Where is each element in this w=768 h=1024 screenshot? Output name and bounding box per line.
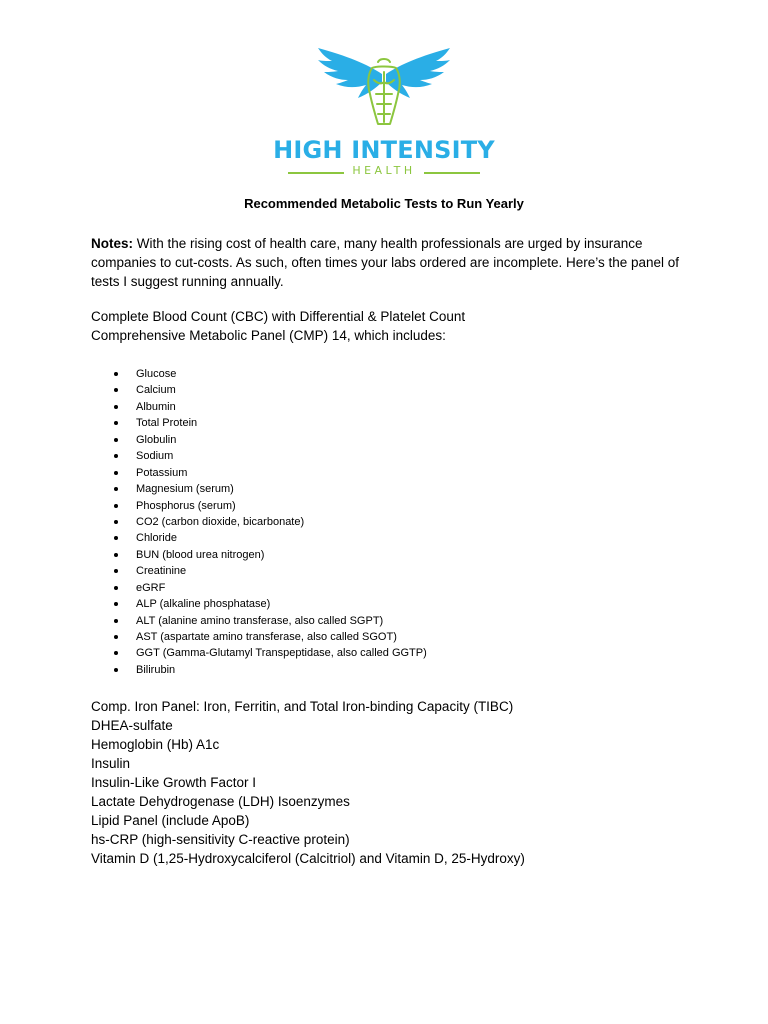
list-item-label: Phosphorus (serum) (136, 499, 236, 512)
list-item-label: Albumin (136, 400, 176, 413)
list-item (91, 382, 427, 398)
bullet (114, 586, 118, 590)
bullet (114, 619, 118, 623)
list-item-label: BUN (blood urea nitrogen) (136, 548, 265, 561)
list-item (91, 563, 427, 579)
list-item: Insulin-Like Growth Factor I (91, 775, 257, 790)
bullet (114, 421, 118, 425)
cmp-test-list (91, 366, 427, 678)
bullet (114, 454, 118, 458)
divider (424, 172, 480, 174)
list-item (91, 514, 427, 530)
list-item: Hemoglobin (Hb) A1c (91, 737, 220, 752)
list-item-label: Glucose (136, 368, 177, 380)
list-item-label: GGT (Gamma-Glutamyl Transpeptidase, also called GGTP) (136, 647, 427, 660)
cmp-line: Comprehensive Metabolic Panel (CMP) 14, which includes: (91, 328, 446, 343)
bullet (114, 471, 118, 475)
list-item: Lactate Dehydrogenase (LDH) Isoenzymes (91, 794, 350, 809)
list-item-label: ALP (alkaline phosphatase) (136, 598, 271, 611)
list-item (91, 613, 427, 629)
list-item-label: Total Protein (136, 417, 198, 430)
cbc-line: Complete Blood Count (CBC) with Differential & Platelet Count (91, 309, 466, 324)
bullet (114, 569, 118, 573)
bullet (114, 372, 118, 376)
notes-paragraph (91, 234, 687, 291)
bullet (114, 438, 118, 442)
additional-test-list (91, 697, 525, 868)
bullet (114, 388, 118, 392)
list-item (91, 596, 427, 612)
list-item: Comp. Iron Panel: Iron, Ferritin, and Total Iron-binding Capacity (TIBC) (91, 699, 514, 714)
list-item (91, 481, 427, 497)
bullet (114, 635, 118, 639)
list-item (91, 399, 427, 415)
list-item-label: ALT (alanine amino transferase, also called SGPT) (136, 614, 384, 627)
list-item (91, 498, 427, 514)
winged-torso-icon (312, 44, 456, 128)
list-item-label: Sodium (136, 450, 174, 463)
brand-subtitle-row (288, 166, 480, 180)
list-item (91, 547, 427, 563)
list-item: Insulin (91, 756, 131, 771)
list-item-label: Creatinine (136, 565, 187, 578)
list-item (91, 415, 427, 431)
list-item (91, 465, 427, 481)
bullet (114, 487, 118, 491)
list-item: Vitamin D (1,25-Hydroxycalciferol (Calcitriol) and Vitamin D, 25-Hydroxy) (91, 851, 525, 866)
list-item: Lipid Panel (include ApoB) (91, 813, 250, 828)
list-item-label: AST (aspartate amino transferase, also called SGOT) (136, 631, 397, 643)
brand-name: HIGH INTENSITY (273, 136, 495, 164)
bullet (114, 536, 118, 540)
document-title: Recommended Metabolic Tests to Run Yearly (244, 196, 524, 211)
list-item-label: Bilirubin (136, 663, 176, 676)
bullet (114, 602, 118, 606)
list-item-label: Calcium (136, 384, 176, 397)
list-item (91, 580, 427, 596)
list-item-label: CO2 (carbon dioxide, bicarbonate) (136, 515, 305, 528)
list-item (91, 629, 427, 645)
notes-text: With the rising cost of health care, many health professionals are urged by insurance companies to cut-costs. As such, often times your labs ordered are incomplete. Here’s the panel of tests I suggest running annually. (91, 236, 680, 289)
list-item (91, 530, 427, 546)
list-item-label: eGRF (136, 581, 166, 594)
list-item: DHEA-sulfate (91, 718, 173, 733)
bullet (114, 520, 118, 524)
list-item (91, 432, 427, 448)
list-item-label: Potassium (136, 466, 188, 479)
brand-subtitle: HEALTH (352, 164, 416, 177)
list-item (91, 662, 427, 678)
brand-logo (0, 40, 768, 190)
bullet (114, 504, 118, 508)
list-item-label: Globulin (136, 433, 177, 446)
list-item-label: Chloride (136, 532, 177, 545)
list-item (91, 645, 427, 661)
list-item-label: Magnesium (serum) (136, 483, 234, 496)
list-item (91, 448, 427, 464)
list-item (91, 366, 427, 382)
bullet (114, 553, 118, 557)
list-item: hs-CRP (high-sensitivity C-reactive protein) (91, 832, 350, 847)
bullet (114, 405, 118, 409)
notes-label: Notes: (91, 236, 134, 251)
bullet (114, 668, 118, 672)
bullet (114, 651, 118, 655)
